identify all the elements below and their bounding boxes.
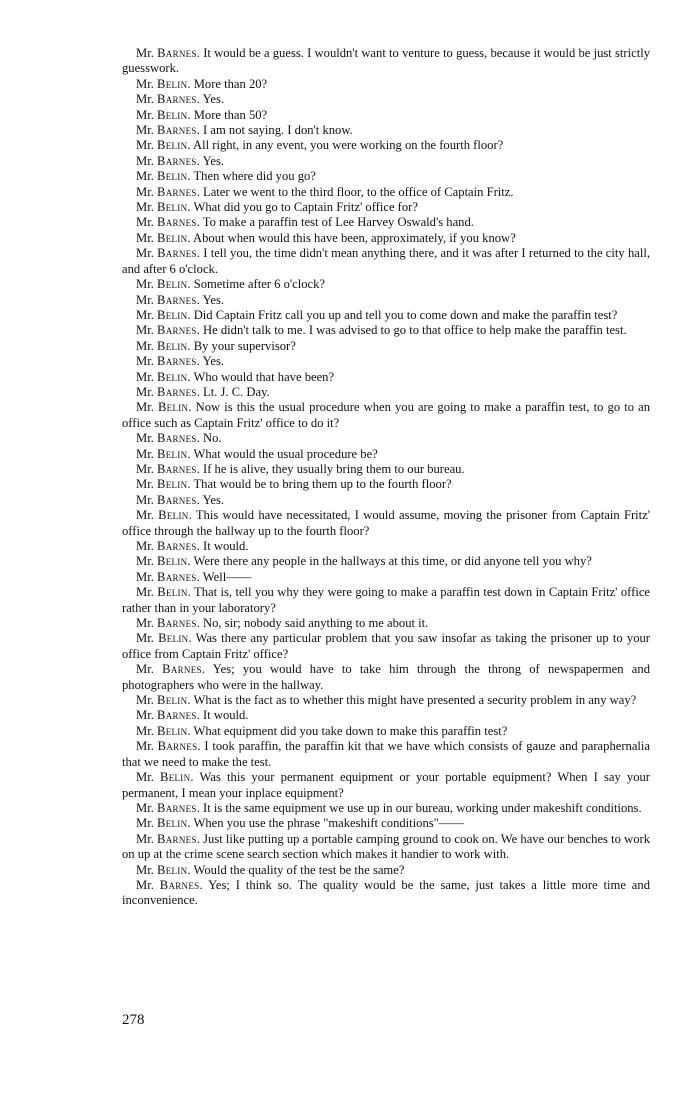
testimony-paragraph: Mr. Barnes. It would be a guess. I wouldn't want to venture to guess, because it would be just strictly guesswork. xyxy=(122,46,651,76)
testimony-text: When you use the phrase "makeshift conditions"—— xyxy=(193,816,464,831)
testimony-text: I took paraffin, the paraffin kit that we have which consists of gauze and paraphernalia that we need to make the test. xyxy=(122,739,651,769)
testimony-text: Just like putting up a portable camping ground to cook on. We have our benches to work on up at the crime scene search section which makes it handier to work with. xyxy=(122,831,651,862)
testimony-text: Was there any particular problem that you saw insofar as taking the prisoner up to your office from Captain Fritz' office? xyxy=(122,631,650,661)
speaker-name: Barnes xyxy=(157,384,197,399)
speaker-name: Belin xyxy=(157,277,188,292)
speaker-name: Barnes xyxy=(157,354,197,369)
speaker-name: Barnes xyxy=(162,662,202,677)
speaker-name: Belin xyxy=(158,631,189,646)
testimony-paragraph: Mr. Belin. Was there any particular problem that you saw insofar as taking the prisoner up to your office from Captain Fritz' office? xyxy=(122,631,650,661)
speaker-name: Barnes xyxy=(157,539,197,553)
testimony-paragraph: Mr. Barnes. Yes. xyxy=(136,354,225,369)
testimony-paragraph: Mr. Belin. Sometime after 6 o'clock? xyxy=(136,277,326,292)
testimony-text: Well—— xyxy=(202,569,252,584)
speaker-name: Barnes xyxy=(157,800,197,815)
speaker-name: Belin xyxy=(157,76,188,91)
speaker-name: Belin xyxy=(157,723,188,738)
testimony-paragraph: Mr. Barnes. Yes; I think so. The quality would be the same, just takes a little more time and inconvenience. xyxy=(122,877,650,908)
speaker-name: Barnes xyxy=(157,616,197,631)
speaker-name: Belin xyxy=(157,169,188,184)
testimony-paragraph: Mr. Barnes. Yes. xyxy=(136,92,225,107)
testimony-text: Yes; I think so. The quality would be the same, just takes a little more time and inconvenience. xyxy=(122,877,650,908)
speaker-name: Belin xyxy=(157,400,189,415)
testimony-text: What would the usual procedure be? xyxy=(193,446,378,461)
speaker-name: Belin xyxy=(158,508,189,523)
page-number: 278 xyxy=(122,1012,145,1028)
testimony-paragraph: Mr. Barnes. To make a paraffin test of Lee Harvey Oswald's hand. xyxy=(136,215,474,230)
speaker-name: Barnes xyxy=(157,92,197,107)
speaker-name: Barnes xyxy=(157,215,197,230)
testimony-paragraph: Mr. Barnes. I took paraffin, the paraffin kit that we have which consists of gauze and paraphernalia that we need to make the test. xyxy=(122,739,651,769)
transcript-body xyxy=(122,46,650,909)
testimony-text: Yes. xyxy=(202,92,225,107)
testimony-paragraph: Mr. Barnes. Yes. xyxy=(136,492,225,507)
testimony-paragraph: Mr. Belin. By your supervisor? xyxy=(136,338,296,353)
speaker-name: Barnes xyxy=(157,708,197,723)
speaker-name: Barnes xyxy=(157,569,197,584)
testimony-paragraph: Mr. Belin. That would be to bring them up to the fourth floor? xyxy=(136,477,452,492)
testimony-text: It would. xyxy=(203,708,249,723)
speaker-name: Belin xyxy=(157,446,188,461)
speaker-name: Belin xyxy=(157,338,188,353)
testimony-paragraph: Mr. Barnes. No. xyxy=(136,431,222,446)
testimony-paragraph: Mr. Belin. What would the usual procedure be? xyxy=(136,446,378,461)
testimony-text: No. xyxy=(203,431,222,446)
testimony-paragraph: Mr. Barnes. It would. xyxy=(136,708,249,723)
testimony-paragraph: Mr. Barnes. Just like putting up a portable camping ground to cook on. We have our benches to work on up at the crime scene search section which makes it handier to work with. xyxy=(122,831,651,862)
speaker-name: Barnes xyxy=(157,492,197,507)
testimony-text: It would be a guess. I wouldn't want to venture to guess, because it would be just strictly guesswork. xyxy=(122,46,651,76)
testimony-text: About when would this have been, approximately, if you know? xyxy=(193,230,516,245)
testimony-paragraph: Mr. Belin. Then where did you go? xyxy=(136,169,316,184)
testimony-text: Then where did you go? xyxy=(193,169,316,184)
testimony-paragraph: Mr. Belin. Were there any people in the hallways at this time, or did anyone tell you why? xyxy=(136,554,592,569)
speaker-name: Barnes xyxy=(157,246,197,261)
testimony-paragraph: Mr. Belin. Was this your permanent equipment or your portable equipment? When I say your permanent, I mean your inplace equipment? xyxy=(122,770,650,800)
testimony-paragraph: Mr. Barnes. Lt. J. C. Day. xyxy=(136,384,270,399)
testimony-text: Yes. xyxy=(202,354,225,369)
testimony-text: More than 20? xyxy=(193,76,268,91)
testimony-text: Would the quality of the test be the same? xyxy=(193,862,405,877)
speaker-name: Belin xyxy=(157,693,188,708)
speaker-name: Barnes xyxy=(157,739,198,754)
testimony-text: I am not saying. I don't know. xyxy=(203,123,353,138)
testimony-paragraph: Mr. Belin. This would have necessitated, I would assume, moving the prisoner from Captain Fritz' office through the hallway up to the fourth floor? xyxy=(122,508,650,538)
testimony-text: Yes; you would have to take him through the throng of newspapermen and photographers who were in the hallway. xyxy=(122,662,650,692)
testimony-text: If he is alive, they usually bring them to our bureau. xyxy=(203,461,465,476)
testimony-paragraph: Mr. Belin. All right, in any event, you were working on the fourth floor? xyxy=(136,138,504,153)
speaker-name: Belin xyxy=(157,554,188,569)
speaker-name: Belin xyxy=(160,770,191,785)
testimony-text: What equipment did you take down to make this paraffin test? xyxy=(193,723,508,738)
testimony-paragraph: Mr. Belin. More than 50? xyxy=(136,107,268,122)
testimony-paragraph: Mr. Barnes. Yes. xyxy=(136,292,225,307)
testimony-text: All right, in any event, you were working on the fourth floor? xyxy=(193,138,504,153)
speaker-name: Barnes xyxy=(157,831,197,846)
testimony-text: It would. xyxy=(203,539,249,553)
testimony-paragraph: Mr. Belin. What is the fact as to whether this might have presented a security problem in any way? xyxy=(136,693,637,708)
speaker-name: Barnes xyxy=(157,292,197,307)
testimony-text: What did you go to Captain Fritz' office for? xyxy=(193,200,418,215)
speaker-name: Barnes xyxy=(157,46,197,60)
testimony-text: That is, tell you why they were going to make a paraffin test down in Captain Fritz' office rather than in your laboratory? xyxy=(122,585,651,615)
testimony-text: That would be to bring them up to the fourth floor? xyxy=(193,477,452,492)
speaker-name: Barnes xyxy=(157,323,197,338)
testimony-paragraph: Mr. Belin. Would the quality of the test be the same? xyxy=(136,862,405,877)
testimony-text: Sometime after 6 o'clock? xyxy=(193,277,326,292)
testimony-paragraph: Mr. Belin. Did Captain Fritz call you up and tell you to come down and make the paraffin test? xyxy=(136,307,618,322)
testimony-text: It is the same equipment we use up in our bureau, working under makeshift conditions. xyxy=(203,800,642,815)
testimony-text: More than 50? xyxy=(193,107,268,122)
testimony-paragraph: Mr. Belin. That is, tell you why they were going to make a paraffin test down in Captain Fritz' office rather than in your laboratory? xyxy=(122,585,651,615)
speaker-name: Belin xyxy=(157,369,188,384)
testimony-text: Did Captain Fritz call you up and tell you to come down and make the paraffin test? xyxy=(193,307,618,322)
testimony-paragraph: Mr. Belin. When you use the phrase "makeshift conditions"—— xyxy=(136,816,464,831)
testimony-paragraph: Mr. Barnes. No, sir; nobody said anything to me about it. xyxy=(136,616,429,631)
testimony-paragraph: Mr. Barnes. Yes; you would have to take him through the throng of newspapermen and photographers who were in the hallway. xyxy=(122,662,650,692)
testimony-text: To make a paraffin test of Lee Harvey Oswald's hand. xyxy=(202,215,474,230)
speaker-name: Belin xyxy=(157,862,188,877)
speaker-name: Belin xyxy=(157,585,188,600)
testimony-text: What is the fact as to whether this might have presented a security problem in any way? xyxy=(193,693,637,708)
testimony-text: He didn't talk to me. I was advised to go to that office to help make the paraffin test. xyxy=(203,323,627,338)
testimony-paragraph: Mr. Belin. About when would this have been, approximately, if you know? xyxy=(136,230,516,245)
testimony-paragraph: Mr. Barnes. Later we went to the third floor, to the office of Captain Fritz. xyxy=(136,184,514,199)
testimony-paragraph: Mr. Barnes. It is the same equipment we use up in our bureau, working under makeshift conditions. xyxy=(136,800,642,815)
testimony-text: No, sir; nobody said anything to me about it. xyxy=(203,616,429,631)
speaker-name: Belin xyxy=(157,477,188,492)
testimony-text: Who would that have been? xyxy=(193,369,335,384)
testimony-paragraph: Mr. Barnes. I am not saying. I don't know. xyxy=(136,123,353,138)
testimony-text: Later we went to the third floor, to the office of Captain Fritz. xyxy=(203,184,514,199)
testimony-paragraph: Mr. Belin. Who would that have been? xyxy=(136,369,335,384)
speaker-name: Belin xyxy=(157,200,188,215)
testimony-paragraph: Mr. Barnes. Yes. xyxy=(136,153,225,168)
speaker-name: Belin xyxy=(157,816,188,831)
testimony-paragraph: Mr. Belin. What did you go to Captain Fritz' office for? xyxy=(136,200,418,215)
speaker-name: Barnes xyxy=(157,461,197,476)
speaker-name: Barnes xyxy=(157,184,197,199)
testimony-text: Lt. J. C. Day. xyxy=(203,384,270,399)
testimony-paragraph: Mr. Barnes. It would. xyxy=(136,539,249,553)
testimony-paragraph: Mr. Barnes. He didn't talk to me. I was advised to go to that office to help make the paraffin test. xyxy=(136,323,627,338)
testimony-text: Yes. xyxy=(202,153,225,168)
speaker-name: Barnes xyxy=(157,153,197,168)
testimony-text: Were there any people in the hallways at this time, or did anyone tell you why? xyxy=(193,554,592,569)
speaker-name: Barnes xyxy=(157,123,197,138)
speaker-name: Belin xyxy=(157,230,188,245)
testimony-paragraph: Mr. Barnes. Well—— xyxy=(136,569,252,584)
speaker-name: Belin xyxy=(157,307,188,322)
speaker-name: Belin xyxy=(157,138,188,153)
testimony-paragraph: Mr. Belin. Now is this the usual procedure when you are going to make a paraffin test, to go to an office such as Captain Fritz' office to do it? xyxy=(122,400,650,430)
testimony-text: This would have necessitated, I would assume, moving the prisoner from Captain Fritz' office through the hallway up to the fourth floor? xyxy=(122,508,650,538)
testimony-paragraph: Mr. Barnes. If he is alive, they usually bring them to our bureau. xyxy=(136,461,465,476)
testimony-text: Yes. xyxy=(202,292,225,307)
testimony-text: By your supervisor? xyxy=(193,338,296,353)
testimony-text: Was this your permanent equipment or your portable equipment? When I say your permanent, I mean your inplace equipment? xyxy=(122,770,650,800)
testimony-text: Now is this the usual procedure when you are going to make a paraffin test, to go to an office such as Captain Fritz' office to do it? xyxy=(122,400,650,430)
testimony-paragraph: Mr. Belin. What equipment did you take down to make this paraffin test? xyxy=(136,723,508,738)
testimony-paragraph: Mr. Barnes. I tell you, the time didn't mean anything there, and it was after I returned to the city hall, and after 6 o'clock. xyxy=(122,246,650,276)
speaker-name: Belin xyxy=(157,107,188,122)
speaker-name: Barnes xyxy=(159,877,200,892)
testimony-text: Yes. xyxy=(202,492,225,507)
testimony-paragraph: Mr. Belin. More than 20? xyxy=(136,76,268,91)
speaker-name: Barnes xyxy=(157,431,197,446)
testimony-text: I tell you, the time didn't mean anything there, and it was after I returned to the city hall, and after 6 o'clock. xyxy=(122,246,650,276)
